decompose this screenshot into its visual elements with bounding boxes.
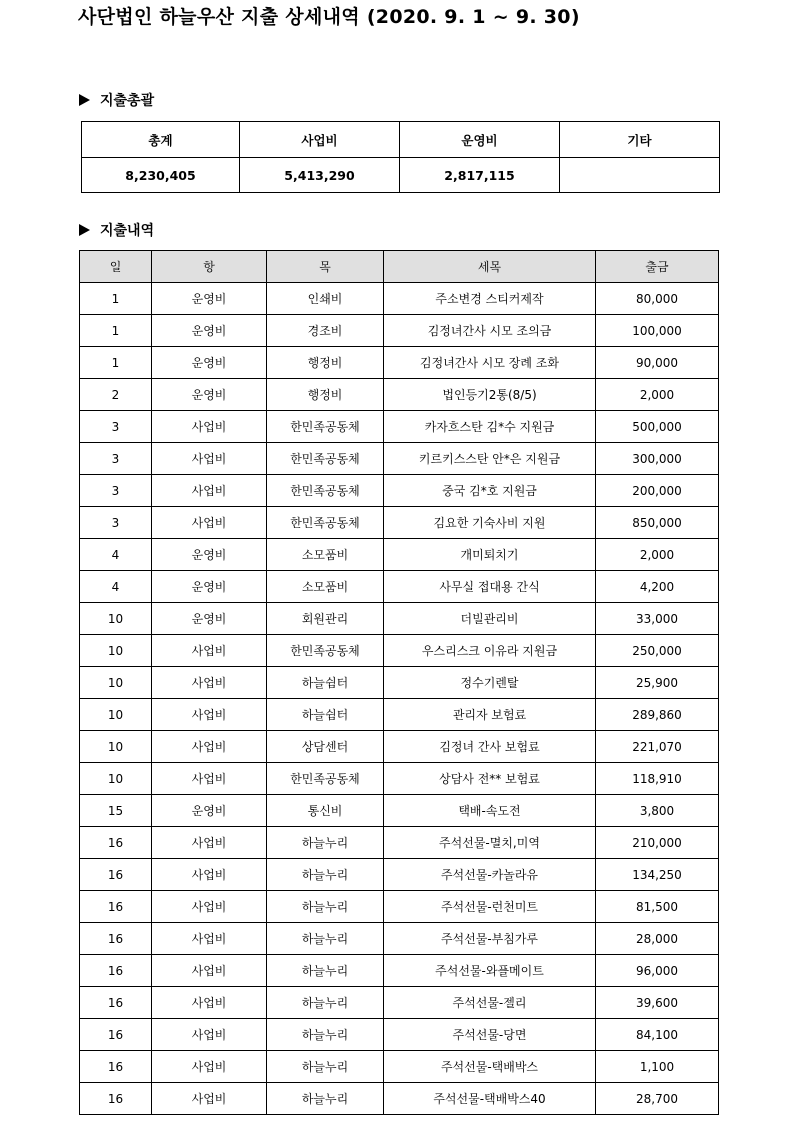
table-row xyxy=(80,1083,719,1115)
detail-cell-item: 경조비 xyxy=(267,315,384,347)
summary-header-operating: 운영비 xyxy=(400,122,560,158)
detail-cell-amount: 289,860 xyxy=(596,699,719,731)
table-row xyxy=(80,1051,719,1083)
detail-cell-day: 16 xyxy=(80,923,152,955)
detail-cell-subitem: 주석선물-카놀라유 xyxy=(384,859,596,891)
detail-cell-amount: 25,900 xyxy=(596,667,719,699)
detail-cell-amount: 118,910 xyxy=(596,763,719,795)
detail-cell-item: 한민족공동체 xyxy=(267,763,384,795)
detail-cell-subitem: 중국 김*호 지원금 xyxy=(384,475,596,507)
detail-cell-day: 16 xyxy=(80,859,152,891)
detail-cell-amount: 100,000 xyxy=(596,315,719,347)
detail-cell-item: 통신비 xyxy=(267,795,384,827)
table-row xyxy=(80,603,719,635)
detail-cell-category: 사업비 xyxy=(152,731,267,763)
table-row xyxy=(80,411,719,443)
detail-header-category: 항 xyxy=(152,251,267,283)
detail-cell-amount: 81,500 xyxy=(596,891,719,923)
detail-cell-category: 사업비 xyxy=(152,667,267,699)
detail-cell-amount: 500,000 xyxy=(596,411,719,443)
detail-cell-item: 행정비 xyxy=(267,379,384,411)
detail-cell-amount: 90,000 xyxy=(596,347,719,379)
detail-cell-item: 회원관리 xyxy=(267,603,384,635)
detail-cell-subitem: 법인등기2통(8/5) xyxy=(384,379,596,411)
detail-cell-day: 10 xyxy=(80,667,152,699)
detail-cell-day: 1 xyxy=(80,283,152,315)
table-row xyxy=(80,955,719,987)
table-row xyxy=(80,699,719,731)
table-row xyxy=(80,475,719,507)
detail-cell-subitem: 주석선물-당면 xyxy=(384,1019,596,1051)
detail-header-amount: 출금 xyxy=(596,251,719,283)
detail-cell-day: 3 xyxy=(80,443,152,475)
detail-cell-item: 한민족공동체 xyxy=(267,635,384,667)
detail-cell-category: 사업비 xyxy=(152,923,267,955)
detail-cell-category: 사업비 xyxy=(152,475,267,507)
table-row xyxy=(80,859,719,891)
detail-cell-subitem: 주석선물-부침가루 xyxy=(384,923,596,955)
detail-cell-amount: 2,000 xyxy=(596,539,719,571)
detail-cell-category: 사업비 xyxy=(152,827,267,859)
detail-cell-item: 한민족공동체 xyxy=(267,411,384,443)
detail-cell-amount: 33,000 xyxy=(596,603,719,635)
detail-cell-day: 16 xyxy=(80,1051,152,1083)
summary-heading-label: 지출총괄 xyxy=(100,93,155,109)
detail-cell-amount: 210,000 xyxy=(596,827,719,859)
detail-cell-subitem: 주석선물-런천미트 xyxy=(384,891,596,923)
detail-cell-amount: 134,250 xyxy=(596,859,719,891)
detail-cell-item: 상담센터 xyxy=(267,731,384,763)
summary-table xyxy=(81,121,720,193)
detail-cell-item: 하늘누리 xyxy=(267,827,384,859)
detail-cell-subitem: 상담사 전** 보험료 xyxy=(384,763,596,795)
detail-cell-subitem: 관리자 보험료 xyxy=(384,699,596,731)
table-row xyxy=(80,539,719,571)
detail-cell-day: 10 xyxy=(80,763,152,795)
detail-cell-day: 10 xyxy=(80,699,152,731)
detail-cell-item: 하늘누리 xyxy=(267,1051,384,1083)
detail-cell-subitem: 사무실 접대용 간식 xyxy=(384,571,596,603)
detail-table xyxy=(79,250,719,1115)
detail-cell-subitem: 더빌관리비 xyxy=(384,603,596,635)
detail-cell-category: 운영비 xyxy=(152,603,267,635)
detail-cell-day: 15 xyxy=(80,795,152,827)
detail-cell-amount: 3,800 xyxy=(596,795,719,827)
table-row xyxy=(80,891,719,923)
detail-cell-amount: 39,600 xyxy=(596,987,719,1019)
detail-header-day: 일 xyxy=(80,251,152,283)
detail-cell-category: 사업비 xyxy=(152,1051,267,1083)
detail-cell-category: 운영비 xyxy=(152,379,267,411)
detail-cell-amount: 2,000 xyxy=(596,379,719,411)
detail-cell-day: 16 xyxy=(80,987,152,1019)
detail-cell-item: 하늘누리 xyxy=(267,1083,384,1115)
summary-header-total: 총계 xyxy=(82,122,240,158)
detail-cell-item: 하늘누리 xyxy=(267,923,384,955)
detail-cell-subitem: 주소변경 스티커제작 xyxy=(384,283,596,315)
detail-cell-amount: 850,000 xyxy=(596,507,719,539)
summary-heading xyxy=(79,90,154,110)
detail-cell-day: 1 xyxy=(80,347,152,379)
detail-cell-item: 하늘쉼터 xyxy=(267,667,384,699)
detail-cell-category: 사업비 xyxy=(152,1083,267,1115)
page-title: 사단법인 하늘우산 지출 상세내역 (2020. 9. 1 ~ 9. 30) xyxy=(78,6,580,28)
table-row xyxy=(80,347,719,379)
detail-cell-day: 1 xyxy=(80,315,152,347)
detail-cell-subitem: 주석선물-와플메이트 xyxy=(384,955,596,987)
detail-cell-day: 4 xyxy=(80,539,152,571)
detail-cell-day: 16 xyxy=(80,891,152,923)
summary-value-operating: 2,817,115 xyxy=(400,158,560,193)
detail-cell-item: 소모품비 xyxy=(267,571,384,603)
detail-header-item: 목 xyxy=(267,251,384,283)
detail-cell-item: 행정비 xyxy=(267,347,384,379)
detail-cell-category: 사업비 xyxy=(152,1019,267,1051)
detail-cell-item: 하늘누리 xyxy=(267,955,384,987)
table-row xyxy=(80,1019,719,1051)
detail-cell-amount: 221,070 xyxy=(596,731,719,763)
detail-cell-category: 사업비 xyxy=(152,763,267,795)
table-row xyxy=(80,763,719,795)
detail-cell-subitem: 정수기렌탈 xyxy=(384,667,596,699)
detail-cell-subitem: 주석선물-택배박스40 xyxy=(384,1083,596,1115)
detail-cell-day: 16 xyxy=(80,827,152,859)
detail-cell-amount: 28,000 xyxy=(596,923,719,955)
detail-cell-item: 한민족공동체 xyxy=(267,443,384,475)
detail-cell-amount: 80,000 xyxy=(596,283,719,315)
detail-cell-day: 3 xyxy=(80,507,152,539)
summary-value-total: 8,230,405 xyxy=(82,158,240,193)
detail-cell-amount: 4,200 xyxy=(596,571,719,603)
detail-body xyxy=(80,283,719,1115)
detail-cell-amount: 200,000 xyxy=(596,475,719,507)
detail-cell-item: 소모품비 xyxy=(267,539,384,571)
detail-cell-subitem: 주석선물-젤리 xyxy=(384,987,596,1019)
detail-cell-subitem: 우스리스크 이유라 지원금 xyxy=(384,635,596,667)
detail-cell-subitem: 카자흐스탄 김*수 지원금 xyxy=(384,411,596,443)
summary-value-row xyxy=(82,158,720,193)
detail-cell-subitem: 주석선물-멸치,미역 xyxy=(384,827,596,859)
detail-cell-category: 운영비 xyxy=(152,571,267,603)
table-row xyxy=(80,635,719,667)
table-row xyxy=(80,315,719,347)
table-row xyxy=(80,795,719,827)
detail-cell-subitem: 김요한 기숙사비 지원 xyxy=(384,507,596,539)
detail-cell-category: 사업비 xyxy=(152,635,267,667)
detail-cell-amount: 84,100 xyxy=(596,1019,719,1051)
detail-cell-category: 운영비 xyxy=(152,283,267,315)
detail-cell-category: 사업비 xyxy=(152,891,267,923)
detail-cell-item: 인쇄비 xyxy=(267,283,384,315)
detail-cell-amount: 1,100 xyxy=(596,1051,719,1083)
table-row xyxy=(80,443,719,475)
detail-cell-item: 하늘누리 xyxy=(267,859,384,891)
table-row xyxy=(80,731,719,763)
detail-cell-item: 하늘누리 xyxy=(267,987,384,1019)
detail-cell-category: 운영비 xyxy=(152,795,267,827)
detail-cell-category: 사업비 xyxy=(152,699,267,731)
detail-cell-category: 사업비 xyxy=(152,955,267,987)
table-row xyxy=(80,987,719,1019)
detail-cell-subitem: 택배-속도전 xyxy=(384,795,596,827)
detail-cell-item: 하늘누리 xyxy=(267,891,384,923)
detail-cell-category: 사업비 xyxy=(152,859,267,891)
detail-cell-day: 10 xyxy=(80,603,152,635)
detail-cell-category: 운영비 xyxy=(152,315,267,347)
detail-cell-day: 10 xyxy=(80,731,152,763)
detail-cell-category: 운영비 xyxy=(152,347,267,379)
detail-heading-label: 지출내역 xyxy=(100,223,155,239)
detail-cell-subitem: 키르키스스탄 안*은 지원금 xyxy=(384,443,596,475)
detail-cell-item: 하늘쉼터 xyxy=(267,699,384,731)
summary-value-business: 5,413,290 xyxy=(240,158,400,193)
table-row xyxy=(80,283,719,315)
detail-cell-amount: 28,700 xyxy=(596,1083,719,1115)
detail-header-subitem: 세목 xyxy=(384,251,596,283)
detail-header-row xyxy=(80,251,719,283)
detail-cell-category: 운영비 xyxy=(152,539,267,571)
detail-cell-subitem: 개미퇴치기 xyxy=(384,539,596,571)
detail-cell-subitem: 주석선물-택배박스 xyxy=(384,1051,596,1083)
detail-cell-category: 사업비 xyxy=(152,987,267,1019)
detail-cell-subitem: 김정녀 간사 보험료 xyxy=(384,731,596,763)
detail-cell-item: 한민족공동체 xyxy=(267,475,384,507)
detail-cell-subitem: 김정녀간사 시모 장례 조화 xyxy=(384,347,596,379)
detail-cell-day: 16 xyxy=(80,955,152,987)
detail-cell-amount: 300,000 xyxy=(596,443,719,475)
table-row xyxy=(80,379,719,411)
detail-cell-subitem: 김정녀간사 시모 조의금 xyxy=(384,315,596,347)
summary-value-other xyxy=(560,158,720,193)
table-row xyxy=(80,667,719,699)
detail-cell-amount: 96,000 xyxy=(596,955,719,987)
triangle-bullet-icon xyxy=(79,94,90,106)
detail-cell-day: 16 xyxy=(80,1019,152,1051)
detail-cell-day: 2 xyxy=(80,379,152,411)
summary-header-business: 사업비 xyxy=(240,122,400,158)
detail-cell-category: 사업비 xyxy=(152,411,267,443)
detail-cell-item: 한민족공동체 xyxy=(267,507,384,539)
table-row xyxy=(80,923,719,955)
detail-cell-day: 3 xyxy=(80,411,152,443)
detail-cell-category: 사업비 xyxy=(152,443,267,475)
detail-cell-day: 10 xyxy=(80,635,152,667)
detail-cell-item: 하늘누리 xyxy=(267,1019,384,1051)
detail-cell-category: 사업비 xyxy=(152,507,267,539)
detail-heading xyxy=(79,220,154,240)
detail-cell-day: 4 xyxy=(80,571,152,603)
table-row xyxy=(80,571,719,603)
detail-cell-amount: 250,000 xyxy=(596,635,719,667)
summary-header-other: 기타 xyxy=(560,122,720,158)
table-row xyxy=(80,507,719,539)
triangle-bullet-icon xyxy=(79,224,90,236)
table-row xyxy=(80,827,719,859)
detail-cell-day: 3 xyxy=(80,475,152,507)
detail-cell-day: 16 xyxy=(80,1083,152,1115)
summary-header-row xyxy=(82,122,720,158)
